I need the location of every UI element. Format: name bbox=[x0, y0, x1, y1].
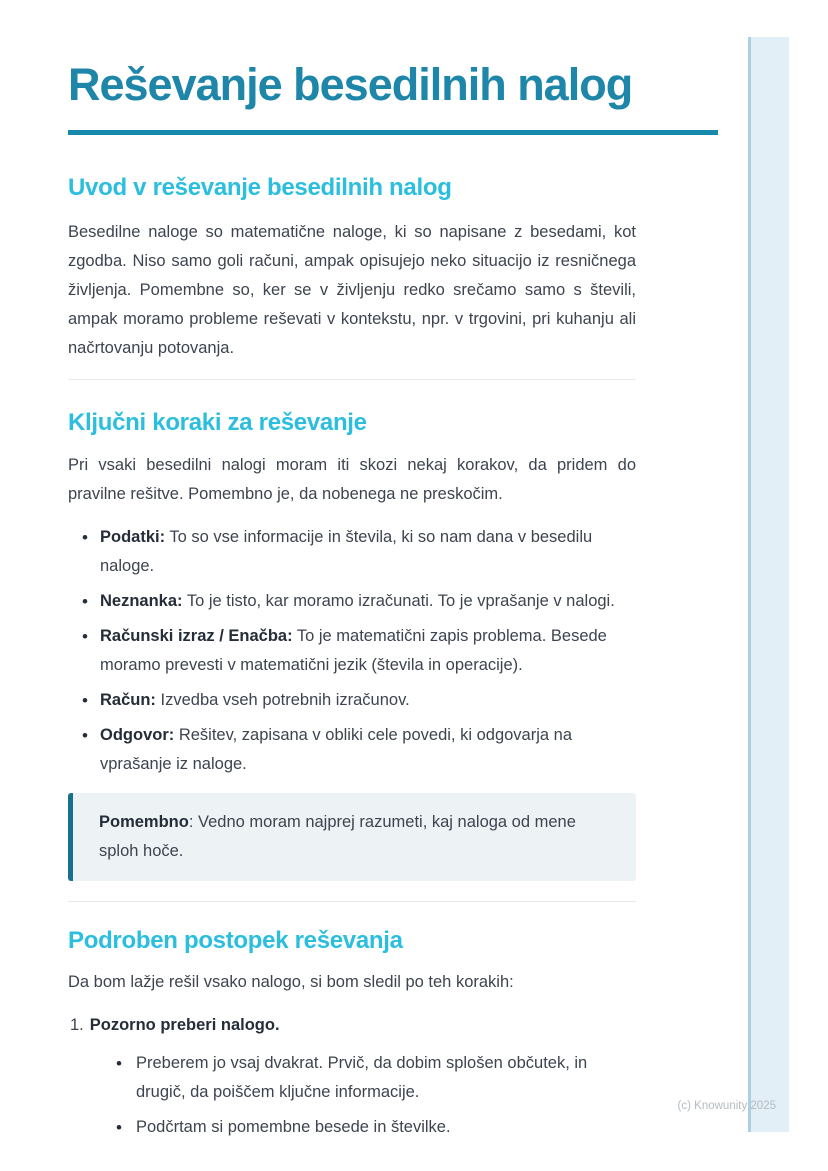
numbered-item-title: Pozorno preberi nalogo. bbox=[89, 1015, 280, 1034]
numbered-item bbox=[68, 1011, 636, 1142]
page-title: Reševanje besedilnih nalog bbox=[68, 59, 633, 110]
steps-bullet-list bbox=[68, 523, 636, 779]
list-item-term: Odgovor: bbox=[100, 725, 175, 744]
list-item-term: Podatki: bbox=[100, 527, 166, 546]
list-item-text: Rešitev, zapisana v obliki cele povedi, ki odgovarja na vprašanje iz naloge. bbox=[100, 725, 572, 773]
list-item-text: Izvedba vseh potrebnih izračunov. bbox=[155, 690, 410, 709]
list-item-term: Neznanka: bbox=[100, 591, 183, 610]
list-item-term: Račun: bbox=[100, 690, 156, 709]
section-divider bbox=[68, 379, 636, 380]
paragraph-kljucni-koraki: Pri vsaki besedilni nalogi moram iti skozi nekaj korakov, da pridem do pravilne rešitve. Pomembno je, da nobenega ne preskočim. bbox=[68, 455, 636, 503]
callout-term: Pomembno bbox=[99, 812, 189, 831]
callout-text: : Vedno moram najprej razumeti, kaj naloga od mene sploh hoče. bbox=[99, 812, 576, 860]
section-heading-podroben-postopek: Podroben postopek reševanja bbox=[68, 926, 403, 954]
sub-bullet-list bbox=[68, 1049, 608, 1142]
numbered-item-marker: 1. bbox=[70, 1015, 84, 1034]
list-item bbox=[68, 523, 636, 581]
paragraph-uvod: Besedilne naloge so matematične naloge, ki so napisane z besedami, kot zgodba. Niso samo goli računi, ampak opisujejo neko situacijo iz resničnega življenja. Pomembne so, ker se v življenju redko srečamo samo s števili, ampak moramo probleme reševati v kontekstu, npr. v trgovini, pri kuhanju ali načrtovanju potovanja. bbox=[68, 222, 636, 357]
page-edge-stripe bbox=[748, 37, 789, 1132]
list-item bbox=[68, 622, 636, 680]
procedure-numbered-list bbox=[68, 1011, 636, 1142]
section-divider bbox=[68, 901, 636, 902]
list-item-text: To je matematični zapis problema. Besede moramo prevesti v matematični jezik (števila in operacije). bbox=[100, 626, 607, 674]
list-item-term: Računski izraz / Enačba: bbox=[100, 626, 293, 645]
numbered-item-row bbox=[68, 1011, 636, 1040]
document-content bbox=[68, 0, 718, 1148]
sub-list-item: • Preberem jo vsaj dvakrat. Prvič, da dobim splošen občutek, in drugič, da poiščem ključne informacije. bbox=[116, 1049, 608, 1107]
list-item bbox=[68, 721, 636, 779]
list-item-text: To je tisto, kar moramo izračunati. To je vprašanje v nalogi. bbox=[182, 591, 615, 610]
important-callout-box bbox=[68, 793, 636, 881]
title-underline-rule bbox=[68, 130, 718, 135]
list-item-text: To so vse informacije in števila, ki so nam dana v besedilu naloge. bbox=[100, 527, 593, 575]
section-heading-kljucni-koraki: Ključni koraki za reševanje bbox=[68, 408, 367, 436]
copyright-footer: (c) Knowunity 2025 bbox=[677, 1100, 776, 1112]
sub-list-item: • Podčrtam si pomembne besede in številke. bbox=[116, 1113, 608, 1142]
section-heading-uvod: Uvod v reševanje besedilnih nalog bbox=[68, 173, 452, 201]
paragraph-podroben-postopek: Da bom lažje rešil vsako nalogo, si bom sledil po teh korakih: bbox=[68, 972, 514, 991]
list-item bbox=[68, 587, 636, 616]
list-item bbox=[68, 686, 636, 715]
